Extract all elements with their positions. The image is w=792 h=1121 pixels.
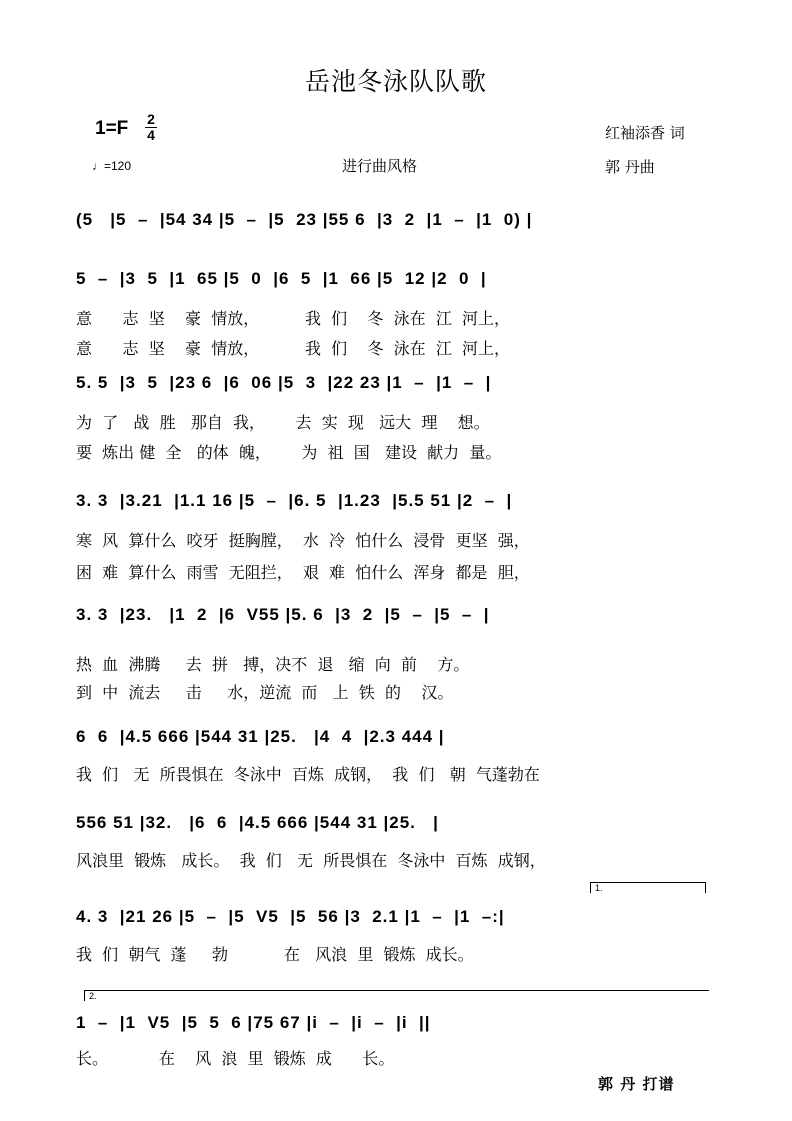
- ending-bracket-1: 1.: [590, 882, 706, 893]
- tempo-marking: ♩=120: [92, 159, 132, 173]
- lyric-line-verse-2: 困 难 算什么 雨雪 无阻拦， 艰 难 怕什么 浑身 都是 胆，: [76, 563, 530, 582]
- lyricist-credit: 红袖添香 词: [605, 124, 685, 142]
- notation-line: 3. 3 |3.21 |1.1 16 |5 – |6. 5 |1.23 |5.5 51 |2 – |: [76, 491, 513, 510]
- notation-line: 5 – |3 5 |1 65 |5 0 |6 5 |1 66 |5 12 |2 0 |: [76, 269, 487, 288]
- notation-line: 3. 3 |23. |1 2 |6 V55 |5. 6 |3 2 |5 – |5 – |: [76, 605, 490, 624]
- lyric-line: 长。 在 风 浪 里 锻炼 成 长。: [76, 1049, 395, 1068]
- lyric-line: 风浪里 锻炼 成长。 我 们 无 所畏惧在 冬泳中 百炼 成钢，: [76, 851, 546, 870]
- song-title: 岳池冬泳队队歌: [304, 67, 487, 96]
- ending-bracket-2: 2.: [84, 990, 709, 1001]
- lyric-line-verse-2: 要 炼出 健 全 的体 魄， 为 祖 国 建设 献力 量。: [76, 443, 502, 462]
- lyric-line: 我 们 朝气 蓬 勃 在 风浪 里 锻炼 成长。: [76, 945, 474, 964]
- lyric-line-verse-1: 意 志 坚 豪 情放， 我 们 冬 泳在 江 河上，: [76, 309, 511, 328]
- notation-line: 556 51 |32. |6 6 |4.5 666 |544 31 |25. |: [76, 813, 439, 832]
- notation-line: 1 – |1 V5 |5 5 6 |75 67 |i – |i – |i ||: [76, 1013, 431, 1032]
- composer-credit: 郭 丹曲: [605, 158, 655, 176]
- time-signature: [144, 112, 158, 143]
- lyric-line-verse-1: 为 了 战 胜 那自 我， 去 实 现 远大 理 想。: [76, 413, 490, 432]
- time-signature-bottom: 4: [147, 127, 155, 143]
- lyric-line-verse-2: 到 中 流去 击 水，逆流 而 上 铁 的 汉。: [76, 683, 454, 702]
- notation-line: 5. 5 |3 5 |23 6 |6 06 |5 3 |22 23 |1 – |1 – |: [76, 373, 492, 392]
- time-signature-top: 2: [147, 111, 155, 127]
- key-signature: 1=F: [95, 118, 129, 139]
- lyric-line-verse-2: 意 志 坚 豪 情放， 我 们 冬 泳在 江 河上，: [76, 339, 511, 358]
- notation-line: 6 6 |4.5 666 |544 31 |25. |4 4 |2.3 444 |: [76, 727, 445, 746]
- transcriber-credit: 郭 丹 打谱: [598, 1075, 675, 1093]
- lyric-line: 我 们 无 所畏惧在 冬泳中 百炼 成钢， 我 们 朝 气蓬勃在: [76, 765, 540, 784]
- notation-line: 4. 3 |21 26 |5 – |5 V5 |5 56 |3 2.1 |1 – |1 –:|: [76, 907, 505, 926]
- lyric-line-verse-1: 热 血 沸腾 去 拼 搏，决不 退 缩 向 前 方。: [76, 655, 470, 674]
- notation-line: (5 |5 – |54 34 |5 – |5 23 |55 6 |3 2 |1 – |1 0) |: [76, 210, 533, 229]
- lyric-line-verse-1: 寒 风 算什么 咬牙 挺胸膛， 水 冷 怕什么 浸骨 更坚 强，: [76, 531, 530, 550]
- style-marking: 进行曲风格: [342, 157, 418, 175]
